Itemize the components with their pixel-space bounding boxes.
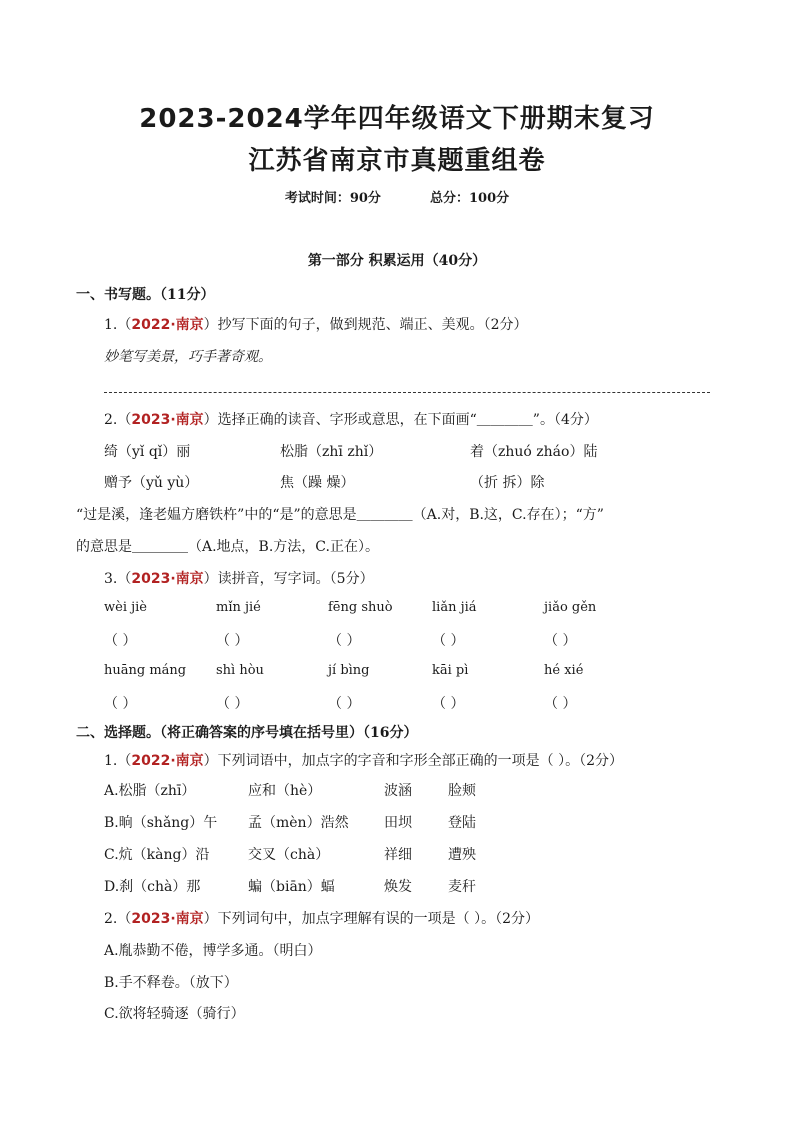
option-c[interactable]: C.炕（kàng）沿 [104, 847, 210, 863]
answer-blank[interactable]: （ ） [328, 633, 361, 649]
answer-blank[interactable]: （ ） [328, 696, 361, 712]
answer-blank[interactable]: （ ） [216, 696, 249, 712]
source-tag: 2023·南京 [131, 911, 204, 927]
option-b-word: 登陆 [448, 815, 476, 831]
answer-blank[interactable]: （ ） [432, 696, 465, 712]
question-number: 2.（ [104, 911, 132, 927]
answer-blank[interactable]: （ ） [104, 633, 137, 649]
pinyin: shì hòu [216, 663, 264, 678]
pinyin: huāng máng [104, 663, 187, 678]
choice-item[interactable]: 焦（躁 燥） [280, 475, 355, 491]
option-c-word: 遭殃 [448, 847, 476, 863]
answer-blank[interactable]: （ ） [216, 633, 249, 649]
option-c-word: 交叉（chà） [248, 847, 330, 863]
question-number: 3.（ [104, 571, 132, 587]
question-number: 1.（ [104, 753, 132, 769]
meaning-line-1: “过是溪，逢老媪方磨铁杵”中的“是”的意思是＿＿＿＿（A.对，B.这，C.存在）；“方” [76, 507, 604, 523]
question-number: 1.（ [104, 317, 132, 333]
question-1-1 [104, 314, 528, 334]
option-a[interactable]: A.松脂（zhī） [104, 783, 196, 799]
option-c[interactable]: C.欲将轻骑逐（骑行） [104, 1006, 245, 1022]
option-b[interactable]: B.手不释卷。（放下） [104, 975, 238, 991]
meaning-line-2: 的意思是＿＿＿＿（A.地点，B.方法，C.正在）。 [76, 539, 379, 555]
option-b[interactable]: B.晌（shǎng）午 [104, 815, 218, 831]
pinyin: mǐn jié [216, 600, 261, 615]
answer-blank[interactable]: （ ） [104, 696, 137, 712]
option-c-word: 祥细 [384, 847, 412, 863]
page-title-line2: 江苏省南京市真题重组卷 [248, 146, 546, 176]
option-b-word: 孟（mèn）浩然 [248, 815, 349, 831]
question-text: ）下列词句中，加点字理解有误的一项是（ ）。（2分） [203, 911, 540, 927]
pinyin: kāi pì [432, 663, 469, 678]
question-text: ）选择正确的读音、字形或意思，在下面画“＿＿＿＿”。（4分） [203, 412, 598, 428]
question-number: 2.（ [104, 412, 132, 428]
pinyin: fēng shuò [328, 600, 393, 615]
question-1-3 [104, 568, 374, 588]
answer-blank[interactable]: （ ） [544, 696, 577, 712]
source-tag: 2022·南京 [131, 753, 204, 769]
pinyin: wèi jiè [104, 600, 147, 615]
choice-item[interactable]: 着（zhuó zháo）陆 [470, 444, 598, 460]
source-tag: 2023·南京 [131, 412, 204, 428]
pinyin: jí bìng [328, 663, 370, 678]
question-text: ）下列词语中，加点字的字音和字形全部正确的一项是（ ）。（2分） [203, 753, 624, 769]
section2-heading: 二、选择题。（将正确答案的序号填在括号里）（16分） [76, 725, 418, 741]
pinyin: liǎn jiá [432, 600, 477, 615]
exam-time: 考试时间：90分 [284, 191, 381, 206]
option-d-word: 麦秆 [448, 879, 476, 895]
option-a-word: 应和（hè） [248, 783, 322, 799]
option-a-word: 脸颊 [448, 783, 476, 799]
section1-heading: 一、书写题。（11分） [76, 287, 215, 303]
option-d[interactable]: D.刹（chà）那 [104, 879, 201, 895]
question-text: ）抄写下面的句子，做到规范、端正、美观。（2分） [203, 317, 528, 333]
question-text: ）读拼音，写字词。（5分） [203, 571, 374, 587]
question-2-2 [104, 908, 539, 928]
source-tag: 2023·南京 [131, 571, 204, 587]
option-a[interactable]: A.胤恭勤不倦，博学多通。（明白） [104, 943, 322, 959]
copy-line[interactable] [104, 392, 710, 393]
total-score: 总分：100分 [430, 191, 510, 206]
exam-info [0, 187, 794, 206]
page-title-line1: 2023-2024学年四年级语文下册期末复习 [139, 104, 655, 134]
choice-item[interactable]: 赠予（yǔ yù） [104, 475, 199, 491]
answer-blank[interactable]: （ ） [544, 633, 577, 649]
choice-item[interactable]: （折 拆）除 [470, 475, 545, 491]
option-b-word: 田坝 [384, 815, 412, 831]
question-1-2 [104, 409, 598, 429]
copy-sentence: 妙笔写美景，巧手著奇观。 [104, 349, 272, 365]
choice-item[interactable]: 绮（yǐ qǐ）丽 [104, 444, 191, 460]
pinyin: hé xié [544, 663, 584, 678]
question-2-1 [104, 750, 623, 770]
pinyin: jiǎo gěn [544, 600, 597, 615]
part1-heading: 第一部分 积累运用（40分） [307, 253, 487, 269]
choice-item[interactable]: 松脂（zhī zhǐ） [280, 444, 383, 460]
option-a-word: 波涵 [384, 783, 412, 799]
option-d-word: 焕发 [384, 879, 412, 895]
option-d-word: 蝙（biān）蝠 [248, 879, 335, 895]
answer-blank[interactable]: （ ） [432, 633, 465, 649]
source-tag: 2022·南京 [131, 317, 204, 333]
